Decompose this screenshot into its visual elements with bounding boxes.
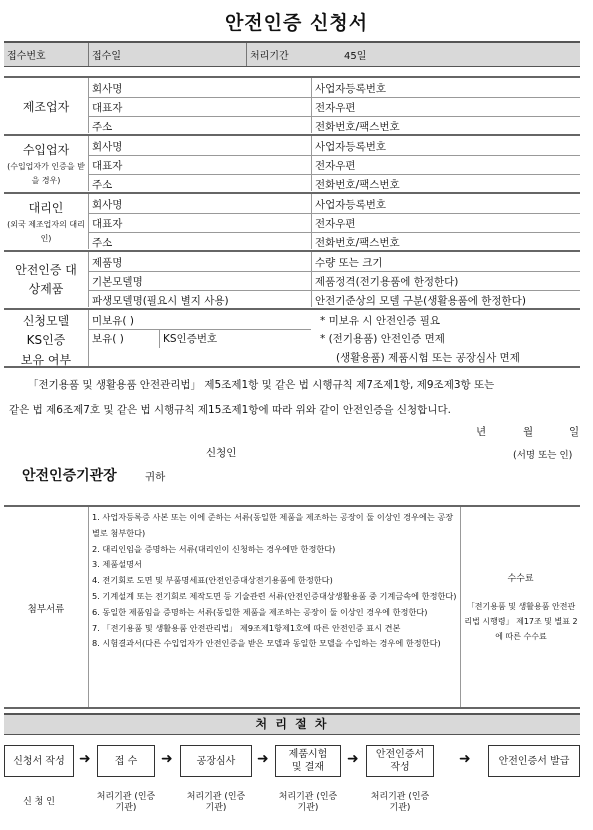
manufacturer-section xyxy=(4,76,580,133)
ks-header-line2: KS인증 xyxy=(26,333,66,347)
signature-label: (서명 또는 인) xyxy=(513,450,573,461)
applicant-label: 신청인 xyxy=(206,447,237,459)
attachment-item: 4. 전기회로 도면 및 부품명세표(안전인증대상전기용품에 한정한다) xyxy=(92,575,333,586)
ks-section xyxy=(4,308,580,368)
arrow-right-icon: ➜ xyxy=(459,751,471,767)
arrow-right-icon: ➜ xyxy=(347,751,359,767)
declaration-line1: 「전기용품 및 생활용품 안전관리법」 제5조제1항 및 같은 법 시행규칙 제7조제1항, 제9조제3항 또는 xyxy=(28,379,495,391)
agent-header: 대리인 xyxy=(28,201,64,215)
attachments-list xyxy=(92,510,458,652)
importer-phone: 전화번호/팩스번호 xyxy=(315,179,400,191)
actor-agency: 처리기관 (인증기관) xyxy=(96,792,156,813)
product-model-class: 안전기준상의 모델 구분(생활용품에 한정한다) xyxy=(315,295,526,307)
attachment-item: 6. 동일한 제품임을 증명하는 서류(동일한 제품을 제조하는 공장이 둘 이상인 경우에 한정한다) xyxy=(92,606,428,617)
product-qty: 수량 또는 크기 xyxy=(315,257,383,269)
period-value: 45일 xyxy=(344,51,367,62)
importer-rep: 대표자 xyxy=(92,160,123,172)
importer-section xyxy=(4,134,580,191)
actor-agency: 처리기관 (인증기관) xyxy=(278,792,338,813)
attachments-label: 첨부서류 xyxy=(27,604,65,615)
agent-biz-no: 사업자등록번호 xyxy=(315,199,387,211)
product-section xyxy=(4,250,580,307)
process-step-test-approve: 제품시험 및 결재 xyxy=(275,745,341,777)
importer-address: 주소 xyxy=(92,179,113,191)
actor-agency: 처리기관 (인증기관) xyxy=(186,792,246,813)
attachment-item: 3. 제품설명서 xyxy=(92,559,142,570)
honorific: 귀하 xyxy=(145,471,166,483)
declaration-line2: 같은 법 제6조제7호 및 같은 법 시행규칙 제15조제1항에 따라 위와 같이 안전인증을 신청합니다. xyxy=(9,404,451,416)
manufacturer-company: 회사명 xyxy=(92,83,123,95)
agent-address: 주소 xyxy=(92,237,113,249)
receipt-date-label: 접수일 xyxy=(92,51,121,62)
page-title: 안전인증 신청서 xyxy=(224,12,369,34)
manufacturer-phone: 전화번호/팩스번호 xyxy=(315,121,400,133)
attachment-item: 8. 시험결과서(다른 수입업자가 안전인증을 받은 모델과 동일한 모델을 수입하는 경우에 한정한다) xyxy=(92,638,441,649)
importer-email: 전자우편 xyxy=(315,160,356,172)
period-label: 처리기간 xyxy=(250,51,289,62)
attachment-item: 7. 「전기용품 및 생활용품 안전관리법」 제9조제1항제1호에 따른 안전인증 표시 견본 xyxy=(92,622,401,633)
product-basic-model: 기본모델명 xyxy=(92,276,143,288)
process-step-factory-audit: 공장심사 xyxy=(180,745,252,777)
manufacturer-rep: 대표자 xyxy=(92,102,123,114)
ks-yes: 보유( ) xyxy=(92,333,124,345)
manufacturer-header: 제조업자 xyxy=(22,100,70,114)
fee-label: 수수료 xyxy=(507,574,534,584)
process-step-apply: 신청서 작성 xyxy=(4,745,74,777)
date-month: 월 xyxy=(523,426,534,438)
attachment-item: 1. 사업자등록증 사본 또는 이에 준하는 서류(동일한 제품을 제조하는 공장이 둘 이상인 경우에는 공장별로 첨부한다) xyxy=(92,512,454,538)
ks-no: 미보유( ) xyxy=(92,315,134,327)
fee-text: 「전기용품 및 생활용품 안전관리법 시행령」 제17조 및 별표 2에 따른 수수료 xyxy=(464,602,578,641)
product-derived-model: 파생모델명(필요시 별지 사용) xyxy=(92,295,229,307)
importer-biz-no: 사업자등록번호 xyxy=(315,141,387,153)
product-rating: 제품정격(전기용품에 한정한다) xyxy=(315,276,459,288)
ks-header-line3: 보유 여부 xyxy=(20,353,72,367)
agent-phone: 전화번호/팩스번호 xyxy=(315,237,400,249)
manufacturer-biz-no: 사업자등록번호 xyxy=(315,83,387,95)
actor-agency: 처리기관 (인증기관) xyxy=(370,792,430,813)
arrow-right-icon: ➜ xyxy=(161,751,173,767)
arrow-right-icon: ➜ xyxy=(79,751,91,767)
process-step-receipt: 접 수 xyxy=(97,745,155,777)
ks-header-line1: 신청모델 xyxy=(22,314,70,328)
date-year: 년 xyxy=(476,426,487,438)
importer-header-note: (수입업자가 인증을 받을 경우) xyxy=(7,162,85,185)
agent-section xyxy=(4,192,580,249)
ks-note1: * 미보유 시 안전인증 필요 xyxy=(320,315,441,327)
agent-header-note: (외국 제조업자의 대리인) xyxy=(7,220,85,243)
arrow-right-icon: ➜ xyxy=(257,751,269,767)
receipt-no-label: 접수번호 xyxy=(7,51,46,62)
ks-note2: * (전기용품) 안전인증 면제 xyxy=(320,333,445,345)
date-day: 일 xyxy=(569,426,580,438)
process-step-cert-draft: 안전인증서 작성 xyxy=(366,745,434,777)
process-step-cert-issue: 안전인증서 발급 xyxy=(488,745,580,777)
addressee: 안전인증기관장 xyxy=(22,468,117,484)
product-name: 제품명 xyxy=(92,257,123,269)
attachments-section xyxy=(4,505,580,709)
process-title: 처 리 절 차 xyxy=(4,713,580,735)
manufacturer-address: 주소 xyxy=(92,121,113,133)
ks-number: KS인증번호 xyxy=(163,333,218,345)
receipt-bar xyxy=(4,41,580,67)
manufacturer-email: 전자우편 xyxy=(315,102,356,114)
attachment-item: 2. 대리인임을 증명하는 서류(대리인이 신청하는 경우에만 한정한다) xyxy=(92,543,336,554)
importer-company: 회사명 xyxy=(92,141,123,153)
agent-rep: 대표자 xyxy=(92,218,123,230)
agent-email: 전자우편 xyxy=(315,218,356,230)
attachment-item: 5. 기계설계 또는 전기회로 제작도면 등 기술관련 서류(안전인증대상생활용품 중 기계금속에 한정한다) xyxy=(92,590,457,601)
actor-applicant: 신 청 인 xyxy=(23,797,55,807)
agent-company: 회사명 xyxy=(92,199,123,211)
product-header: 안전인증 대상제품 xyxy=(15,263,77,296)
ks-note3: (생활용품) 제품시험 또는 공장심사 면제 xyxy=(336,352,520,364)
importer-header: 수입업자 xyxy=(22,143,70,157)
